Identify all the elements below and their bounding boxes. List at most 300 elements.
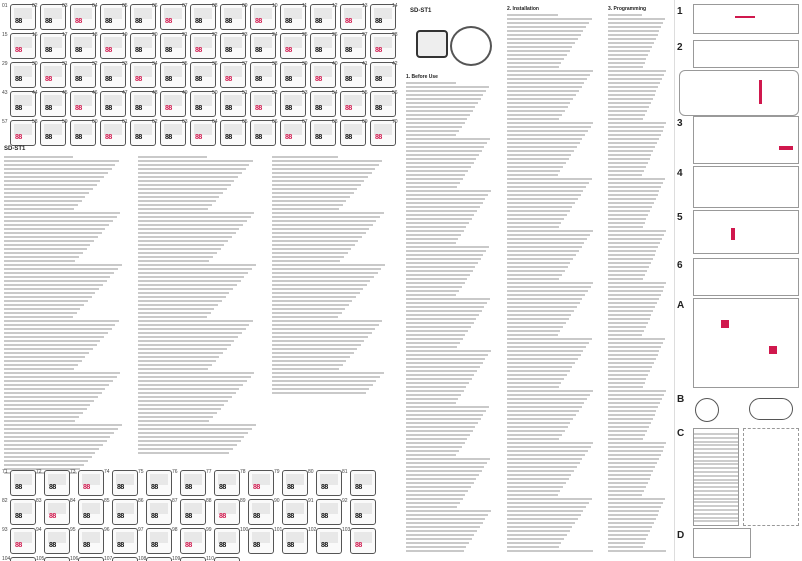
text-line [272,220,376,222]
text-line [406,450,459,452]
cell-number: 69 [362,119,368,125]
text-line [507,58,564,60]
text-line [507,446,591,448]
display-icon-cell [172,498,206,525]
text-line [608,542,645,544]
lcd-digits: 88 [375,18,382,25]
icon-grid-bottom [2,469,380,561]
text-line [507,274,562,276]
text-line [507,410,579,412]
text-line [608,386,643,388]
text-line [608,122,666,124]
cell-number: 89 [240,498,246,504]
text-line [507,54,567,56]
cell-number: 79 [274,469,280,475]
step-label: 6 [677,260,683,271]
text-line [406,354,488,356]
text-line [4,428,118,430]
text-line [507,222,561,224]
text-line [406,478,476,480]
lcd-digits: 88 [135,47,142,54]
cell-number: 26 [332,32,338,38]
text-line [406,282,465,284]
text-line [608,430,647,432]
text-line [507,246,582,248]
text-line [507,330,560,332]
cell-number: 03 [62,3,68,9]
lcd-digits: 88 [105,134,112,141]
lcd-digits: 88 [15,18,22,25]
text-line [507,370,570,372]
lcd-digits: 88 [375,134,382,141]
step-label: 4 [677,168,683,179]
cell-number: 09 [242,3,248,9]
text-line [507,430,565,432]
step-1-illustration [693,4,799,34]
text-line [138,368,208,370]
text-line [272,372,384,374]
text-line [406,94,483,96]
cell-number: 106 [70,556,79,561]
text-line [406,286,462,288]
text-line [608,342,663,344]
text-line [138,360,216,362]
cell-number: 85 [104,498,110,504]
magenta-warning-icon [731,228,735,240]
mount-illustration [679,70,799,116]
lcd-digits: 88 [255,18,262,25]
magenta-arrow-icon [735,16,755,18]
text-line [507,154,571,156]
text-line [507,174,558,176]
text-line [272,376,380,378]
cell-number: 10 [272,3,278,9]
text-line [272,232,366,234]
text-line [406,514,488,516]
text-line [406,174,465,176]
text-line [608,270,647,272]
text-line [608,414,655,416]
text-line [272,380,376,382]
text-line [4,344,97,346]
cell-number: 97 [138,527,144,533]
lcd-digits: 88 [135,18,142,25]
text-line [406,234,461,236]
text-line [406,402,456,404]
text-line [507,386,559,388]
lcd-digits: 88 [253,484,260,491]
lcd-digits: 88 [355,542,362,549]
text-line [406,398,458,400]
text-line [406,250,486,252]
text-line [507,150,574,152]
text-line [272,164,379,166]
text-line [272,300,352,302]
english-manual-col-3 [604,0,674,561]
step-label: 2 [677,42,683,53]
sensor-product-image [450,26,492,66]
text-line [507,478,569,480]
cell-number: 50 [212,90,218,96]
table-row [694,467,738,469]
text-line [507,238,587,240]
text-line [507,34,581,36]
text-line [608,50,650,52]
text-line [272,244,355,246]
text-line [507,394,590,396]
text-line [507,314,571,316]
text-line [608,158,650,160]
text-line [507,342,589,344]
text-line [4,376,117,378]
text-line [272,356,350,358]
text-line [406,210,477,212]
lcd-digits: 88 [315,47,322,54]
text-line [507,66,559,68]
text-line [507,494,558,496]
lcd-digits: 88 [219,542,226,549]
text-line [4,364,78,366]
cell-number: 34 [152,61,158,67]
text-line [406,266,475,268]
cell-number: 33 [122,61,128,67]
lcd-digits: 88 [225,18,232,25]
text-line [608,382,645,384]
display-icon-cell [104,527,138,554]
cell-number: 32 [92,61,98,67]
text-line [138,268,252,270]
display-icon-cell [70,556,104,561]
text-line [406,142,487,144]
text-line [138,280,241,282]
display-icon-cell [36,469,70,496]
text-line [138,224,243,226]
text-line [608,22,663,24]
lcd-digits: 88 [117,484,124,491]
device-product-image [416,30,448,58]
text-line [608,90,656,92]
text-line [608,290,663,292]
text-line [272,228,369,230]
table-row [694,509,738,511]
text-line [608,398,662,400]
text-line [4,228,105,230]
text-line [608,354,658,356]
text-line [406,302,487,304]
text-line [608,42,654,44]
text-line [608,86,658,88]
text-line [507,202,575,204]
english-manual-col-2 [503,0,603,561]
lcd-digits: 88 [287,484,294,491]
text-line [507,390,593,392]
text-line [138,168,246,170]
lcd-digits: 88 [83,513,90,520]
text-line [406,538,472,540]
cell-number: 15 [2,32,8,38]
text-line [406,434,470,436]
text-line [406,338,463,340]
text-line [507,30,583,32]
text-line [507,46,572,48]
text-line [138,220,247,222]
text-line [4,252,83,254]
text-line [4,256,79,258]
text-line [507,518,578,520]
lcd-digits: 88 [45,47,52,54]
text-line [406,274,470,276]
lcd-digits: 88 [195,18,202,25]
text-line [507,366,572,368]
text-line [608,214,648,216]
display-icon-cell [308,469,342,496]
text-line [507,546,559,548]
magenta-button-icon [721,320,729,328]
cell-number: 01 [2,3,8,9]
cell-number: 45 [62,90,68,96]
text-line [406,370,477,372]
cell-number: 87 [172,498,178,504]
cell-number: 100 [240,527,249,533]
text-line [4,160,119,162]
text-line [4,324,115,326]
text-line [406,466,484,468]
lcd-digits: 88 [117,513,124,520]
text-line [608,78,662,80]
lcd-digits: 88 [151,484,158,491]
display-icon-cell [342,469,376,496]
lcd-digits: 88 [255,47,262,54]
text-line [138,404,224,406]
text-line [406,130,459,132]
lcd-digits: 88 [225,105,232,112]
step-3-illustration [693,116,799,164]
text-line [272,332,372,334]
display-icon-cell [104,469,138,496]
text-line [138,376,251,378]
text-line [406,90,486,92]
text-line [608,142,657,144]
text-line [406,550,464,552]
lcd-digits: 88 [83,542,90,549]
table-row [694,482,738,484]
text-line [507,378,564,380]
text-line [608,194,658,196]
text-line [138,428,252,430]
lcd-digits: 88 [195,47,202,54]
lcd-digits: 88 [253,513,260,520]
text-line [608,102,651,104]
text-line [608,470,653,472]
lcd-digits: 88 [375,47,382,54]
text-line [138,236,232,238]
text-line [608,358,656,360]
text-line [507,338,592,340]
text-line [138,288,233,290]
cell-number: 30 [32,61,38,67]
text-line [608,114,645,116]
text-line [406,502,460,504]
section-installation: 2. Installation [507,6,539,12]
text-line [406,166,471,168]
text-line [406,542,469,544]
text-line [406,246,489,248]
text-line [4,216,117,218]
text-line [507,514,581,516]
text-line [4,232,102,234]
text-line [608,518,656,520]
cell-number: 110 [206,556,214,561]
text-line [406,202,483,204]
text-line [608,522,654,524]
text-line [406,526,480,528]
text-line [608,326,646,328]
display-icon-cell [2,556,36,561]
text-line [406,134,456,136]
table-row [694,463,738,465]
cell-number: 108 [138,556,147,561]
text-line [608,310,653,312]
text-line [406,190,491,192]
text-line [608,302,657,304]
text-line [608,306,655,308]
text-line [272,180,364,182]
text-line [507,234,590,236]
lcd-digits: 88 [355,513,362,520]
text-line [406,462,487,464]
text-line [507,458,582,460]
text-line [608,506,661,508]
cell-number: 75 [138,469,144,475]
text-line [4,332,108,334]
cell-number: 68 [332,119,338,125]
text-line [406,530,477,532]
text-line [507,14,558,16]
text-line [608,422,651,424]
text-line [406,226,466,228]
text-line [507,534,567,536]
cell-number: 12 [332,3,338,9]
display-icon-cell [172,527,206,554]
cell-number: 94 [36,527,42,533]
text-line [138,284,237,286]
text-line [608,538,646,540]
text-line [272,316,338,318]
lcd-digits: 88 [15,484,22,491]
lcd-digits: 88 [15,47,22,54]
text-line [272,324,379,326]
display-icon-cell [206,556,240,561]
text-line [138,256,213,258]
text-line [406,150,482,152]
text-line [507,86,582,88]
display-icon-cell [206,498,240,525]
display-icon-cell [342,498,376,525]
text-line [507,206,572,208]
text-line [138,412,217,414]
text-line [406,262,478,264]
text-line [507,402,584,404]
text-line [507,178,592,180]
text-line [608,66,643,68]
text-line [608,46,652,48]
cell-number: 98 [172,527,178,533]
lcd-digits: 88 [117,542,124,549]
lcd-digits: 88 [15,76,22,83]
text-line [272,340,364,342]
cell-number: 80 [308,469,314,475]
text-line [4,220,113,222]
text-line [138,192,223,194]
text-line [406,454,456,456]
text-line [4,392,102,394]
cell-number: 64 [212,119,218,125]
text-line [608,206,652,208]
display-icon-cell [104,498,138,525]
text-line [507,326,563,328]
text-line [608,278,643,280]
text-line [4,424,122,426]
text-line [608,390,666,392]
text-line [608,106,649,108]
text-line [507,194,581,196]
display-icon-cell [70,527,104,554]
text-line [507,230,593,232]
lcd-digits: 88 [105,76,112,83]
text-line [138,292,229,294]
display-icon-cell [240,527,274,554]
text-line [507,442,593,444]
text-line [406,198,485,200]
text-line [507,510,583,512]
text-line [507,474,571,476]
cell-number: 41 [362,61,368,67]
step-a-illustration [693,298,799,388]
text-line [272,348,357,350]
text-line [507,118,559,120]
text-line [138,396,232,398]
text-line [608,426,649,428]
display-icon-cell [2,498,36,525]
text-line [507,422,570,424]
text-line [507,146,577,148]
text-line [272,272,378,274]
step-label: A [677,300,685,311]
text-line [4,408,87,410]
text-line [608,94,655,96]
text-line [507,490,560,492]
text-line [138,156,207,158]
text-line [608,138,659,140]
cell-number: 40 [332,61,338,67]
text-line [4,372,120,374]
text-line [406,390,464,392]
display-icon-cell [36,556,70,561]
text-line [608,502,663,504]
cell-number: 73 [70,469,76,475]
text-line [138,420,209,422]
text-line [138,208,208,210]
text-line [608,550,666,552]
text-line [608,318,650,320]
text-line [4,416,79,418]
text-line [507,306,577,308]
text-line [507,166,563,168]
lcd-digits: 88 [15,542,22,549]
cell-number: 109 [172,556,181,561]
text-line [507,522,575,524]
display-icon-cell [36,527,70,554]
